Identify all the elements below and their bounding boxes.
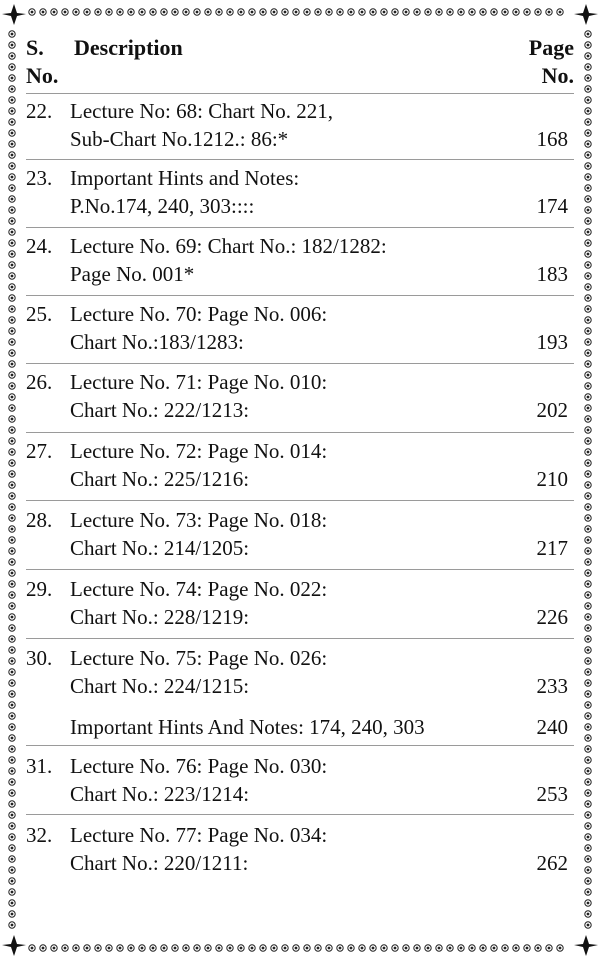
- entry-title-line1: Lecture No. 72: Page No. 014:: [70, 439, 328, 463]
- entry-number: 22.: [26, 99, 53, 123]
- entry-page-number: 262: [536, 851, 568, 875]
- entry-title-line2: Page No. 001*: [70, 262, 195, 286]
- entry-title-line1: Lecture No. 76: Page No. 030:: [70, 754, 328, 778]
- entry-number: 29.: [26, 577, 53, 601]
- row-divider: [26, 363, 574, 364]
- row-divider: [26, 500, 574, 501]
- entry-title-line2: Chart No.: 228/1219:: [70, 605, 250, 629]
- entry-title-line2: Chart No.: 223/1214:: [70, 782, 250, 806]
- page-header-line1: Page: [528, 35, 574, 60]
- entry-page-number: 193: [536, 330, 568, 354]
- entry-title-line2: Chart No.: 220/1211:: [70, 851, 249, 875]
- entry-title-line1: Important Hints And Notes: 174, 240, 303: [70, 715, 425, 739]
- corner-star-icon: [574, 935, 598, 956]
- entry-page-number: 240: [536, 715, 568, 739]
- row-divider: [26, 638, 574, 639]
- entry-number: 32.: [26, 823, 53, 847]
- entry-title-line1: Lecture No. 71: Page No. 010:: [70, 370, 328, 394]
- entry-page-number: 202: [536, 398, 568, 422]
- entry-page-number: 233: [536, 674, 568, 698]
- entry-title-line1: Lecture No. 73: Page No. 018:: [70, 508, 328, 532]
- entry-title-line2: Chart No.: 224/1215:: [70, 674, 250, 698]
- entry-title-line2: P.No.174, 240, 303::::: [70, 194, 255, 218]
- entry-page-number: 210: [536, 467, 568, 491]
- entry-page-number: 253: [536, 782, 568, 806]
- header-divider: [26, 93, 574, 94]
- corner-star-icon: [2, 935, 26, 956]
- row-divider: [26, 745, 574, 746]
- corner-star-icon: [574, 4, 598, 25]
- description-column-header: Description: [74, 35, 183, 60]
- entry-title-line2: Chart No.: 222/1213:: [70, 398, 250, 422]
- entry-title-line2: Sub-Chart No.1212.: 86:*: [70, 127, 289, 151]
- entry-number: 30.: [26, 646, 53, 670]
- row-divider: [26, 159, 574, 160]
- row-divider: [26, 814, 574, 815]
- table-header-row: [26, 34, 574, 94]
- entry-title-line1: Lecture No. 69: Chart No.: 182/1282:: [70, 234, 387, 258]
- entry-page-number: 174: [536, 194, 568, 218]
- row-divider: [26, 295, 574, 296]
- row-divider: [26, 569, 574, 570]
- entry-title-line1: Lecture No. 70: Page No. 006:: [70, 302, 328, 326]
- entry-title-line1: Lecture No. 77: Page No. 034:: [70, 823, 328, 847]
- entry-number: 31.: [26, 754, 53, 778]
- entry-title-line2: Chart No.:183/1283:: [70, 330, 244, 354]
- entry-title-line1: Lecture No: 68: Chart No. 221,: [70, 99, 334, 123]
- entry-number: 28.: [26, 508, 53, 532]
- toc-header: [26, 34, 574, 94]
- entry-number: 25.: [26, 302, 53, 326]
- entry-number: 26.: [26, 370, 53, 394]
- sno-column-header: [26, 34, 66, 90]
- page-header-line2: No.: [541, 63, 574, 88]
- entry-number: 23.: [26, 166, 53, 190]
- entry-title-line1: Lecture No. 75: Page No. 026:: [70, 646, 328, 670]
- entry-number: 24.: [26, 234, 53, 258]
- entry-title-line2: Chart No.: 225/1216:: [70, 467, 250, 491]
- entry-page-number: 183: [536, 262, 568, 286]
- entry-title-line2: Chart No.: 214/1205:: [70, 536, 250, 560]
- entry-page-number: 217: [536, 536, 568, 560]
- entry-page-number: 226: [536, 605, 568, 629]
- sno-header-line2: No.: [26, 63, 59, 88]
- row-divider: [26, 432, 574, 433]
- entry-page-number: 168: [536, 127, 568, 151]
- corner-star-icon: [2, 4, 26, 25]
- row-divider: [26, 227, 574, 228]
- sno-header-line1: S.: [26, 35, 44, 60]
- entry-title-line1: Important Hints and Notes:: [70, 166, 300, 190]
- entry-number: 27.: [26, 439, 53, 463]
- page-column-header: [529, 34, 574, 90]
- entry-title-line1: Lecture No. 74: Page No. 022:: [70, 577, 328, 601]
